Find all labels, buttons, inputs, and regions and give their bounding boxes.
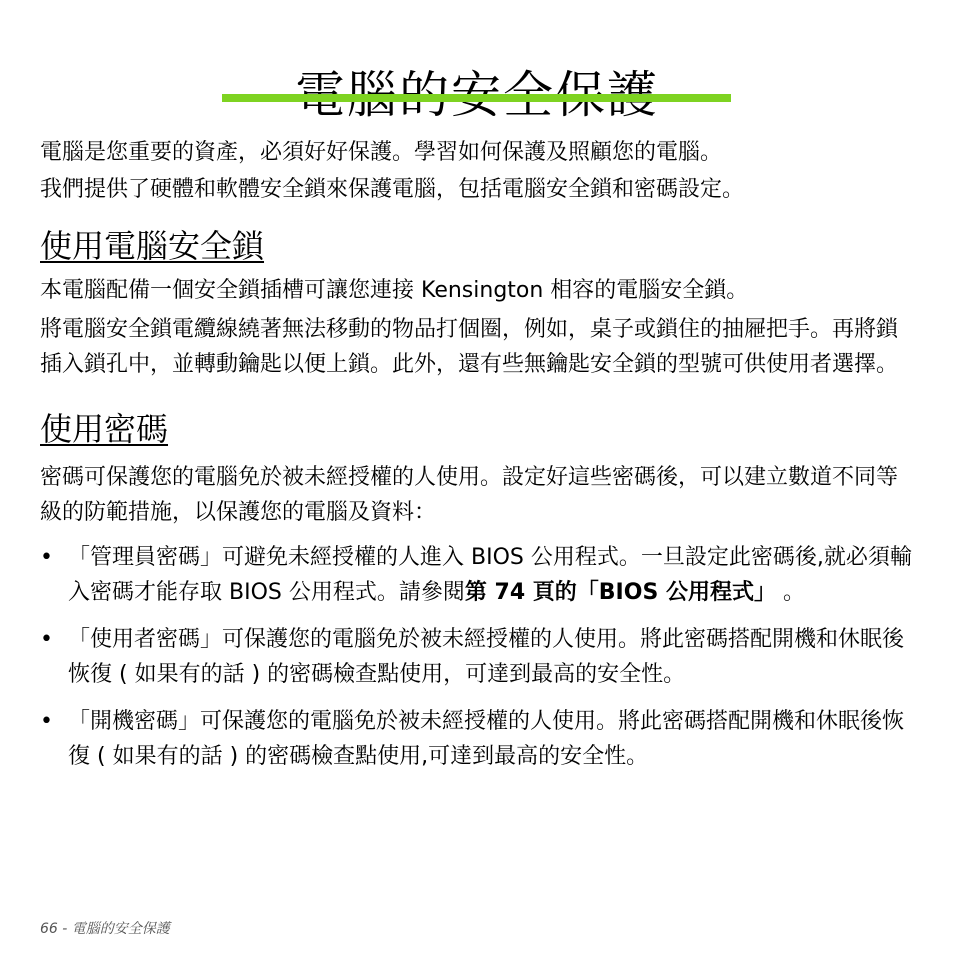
list-item-boot-password: [40, 704, 916, 774]
intro-paragraph-2: 我們提供了硬體和軟體安全鎖來保護電腦，包括電腦安全鎖和密碼設定。: [40, 177, 745, 202]
list-item-text: 「開機密碼」可保護您的電腦免於被未經授權的人使用。將此密碼搭配開機和休眠後恢復 ( 如果有的話 ) 的密碼檢查點使用,可達到最高的安全性。: [68, 709, 905, 769]
bullet-icon: •: [40, 545, 53, 570]
list-item-supervisor-password: [40, 540, 916, 610]
section-heading-passwords: 使用密碼: [40, 410, 169, 448]
list-item-text: 「管理員密碼」可避免未經授權的人進入 BIOS 公用程式。一旦設定此密碼後,就必須輸入密碼才能存取 BIOS 公用程式。請參閱: [68, 545, 912, 605]
list-item-user-password: [40, 622, 916, 692]
list-item-tail: 。: [775, 580, 805, 605]
intro-paragraph-1: 電腦是您重要的資產，必須好好保護。學習如何保護及照顧您的電腦。: [40, 140, 723, 165]
page-reference-link[interactable]: 第 74 頁的「BIOS 公用程式」: [464, 580, 776, 605]
password-list: [40, 540, 916, 774]
password-intro-paragraph: 密碼可保護您的電腦免於被未經授權的人使用。設定好這些密碼後，可以建立數道不同等級的防範措施，以保護您的電腦及資料：: [40, 465, 899, 525]
main-content: [40, 135, 916, 786]
bullet-icon: •: [40, 709, 53, 734]
page-footer: 66 - 電腦的安全保護: [40, 921, 170, 937]
bullet-icon: •: [40, 627, 53, 652]
title-underline-bar: [222, 94, 731, 102]
section-heading-security-lock: 使用電腦安全鎖: [40, 227, 265, 265]
list-item-text: 「使用者密碼」可保護您的電腦免於被未經授權的人使用。將此密碼搭配開機和休眠後恢復 ( 如果有的話 ) 的密碼檢查點使用，可達到最高的安全性。: [68, 627, 905, 687]
lock-paragraph-2: 將電腦安全鎖電纜線繞著無法移動的物品打個圈，例如，桌子或鎖住的抽屜把手。再將鎖插入鎖孔中，並轉動鑰匙以便上鎖。此外，還有些無鑰匙安全鎖的型號可供使用者選擇。: [40, 317, 899, 377]
lock-paragraph-1: 本電腦配備一個安全鎖插槽可讓您連接 Kensington 相容的電腦安全鎖。: [40, 278, 749, 303]
